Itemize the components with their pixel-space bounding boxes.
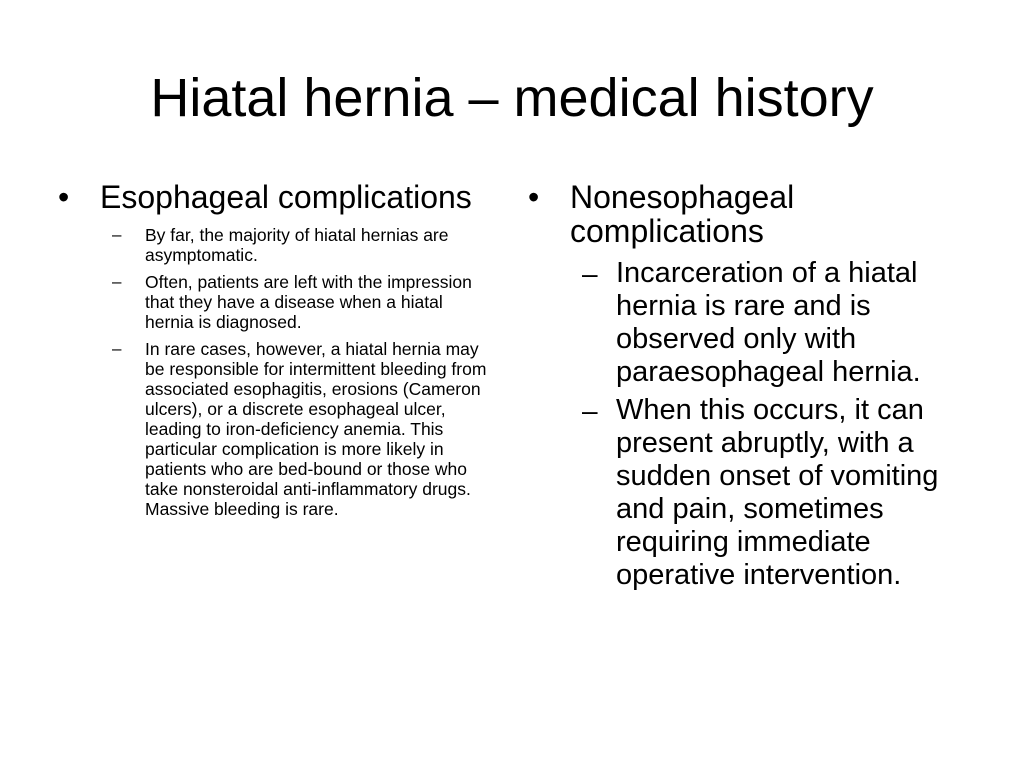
left-bullet-item bbox=[58, 180, 490, 214]
bullet-icon: • bbox=[58, 179, 70, 215]
list-item bbox=[58, 225, 490, 265]
dash-icon: – bbox=[582, 395, 598, 426]
dash-icon: – bbox=[112, 225, 122, 244]
list-item-text: When this occurs, it can present abruptly, with a sudden onset of vomiting and pain, sometimes requiring immediate operative intervention. bbox=[616, 394, 939, 591]
right-column bbox=[528, 180, 966, 597]
dash-icon: – bbox=[112, 272, 122, 291]
dash-icon: – bbox=[112, 339, 122, 358]
right-sub-list bbox=[528, 257, 966, 592]
list-item bbox=[58, 339, 490, 519]
left-column bbox=[58, 180, 490, 526]
left-heading: Esophageal complications bbox=[100, 179, 472, 215]
slide-title: Hiatal hernia – medical history bbox=[150, 68, 874, 128]
bullet-icon: • bbox=[528, 179, 540, 215]
dash-icon: – bbox=[582, 258, 598, 289]
list-item-text: By far, the majority of hiatal hernias are asymptomatic. bbox=[145, 225, 449, 265]
list-item-text: Incarceration of a hiatal hernia is rare and is observed only with paraesophageal hernia. bbox=[616, 257, 921, 388]
list-item bbox=[58, 272, 490, 332]
list-item bbox=[528, 394, 966, 592]
list-item-text: In rare cases, however, a hiatal hernia may be responsible for intermittent bleeding from associated esophagitis, erosions (Cameron ulcers), or a discrete esophageal ulcer, leading to iron-deficiency anemia. This particular complication is more likely in patients who are bed-bound or those who take nonsteroidal anti-inflammatory drugs. Massive bleeding is rare. bbox=[145, 339, 487, 519]
left-sub-list bbox=[58, 225, 490, 519]
list-item-text: Often, patients are left with the impression that they have a disease when a hiatal hernia is diagnosed. bbox=[145, 272, 472, 332]
right-bullet-item bbox=[528, 180, 966, 248]
right-heading: Nonesophageal complications bbox=[570, 179, 795, 249]
list-item bbox=[528, 257, 966, 389]
